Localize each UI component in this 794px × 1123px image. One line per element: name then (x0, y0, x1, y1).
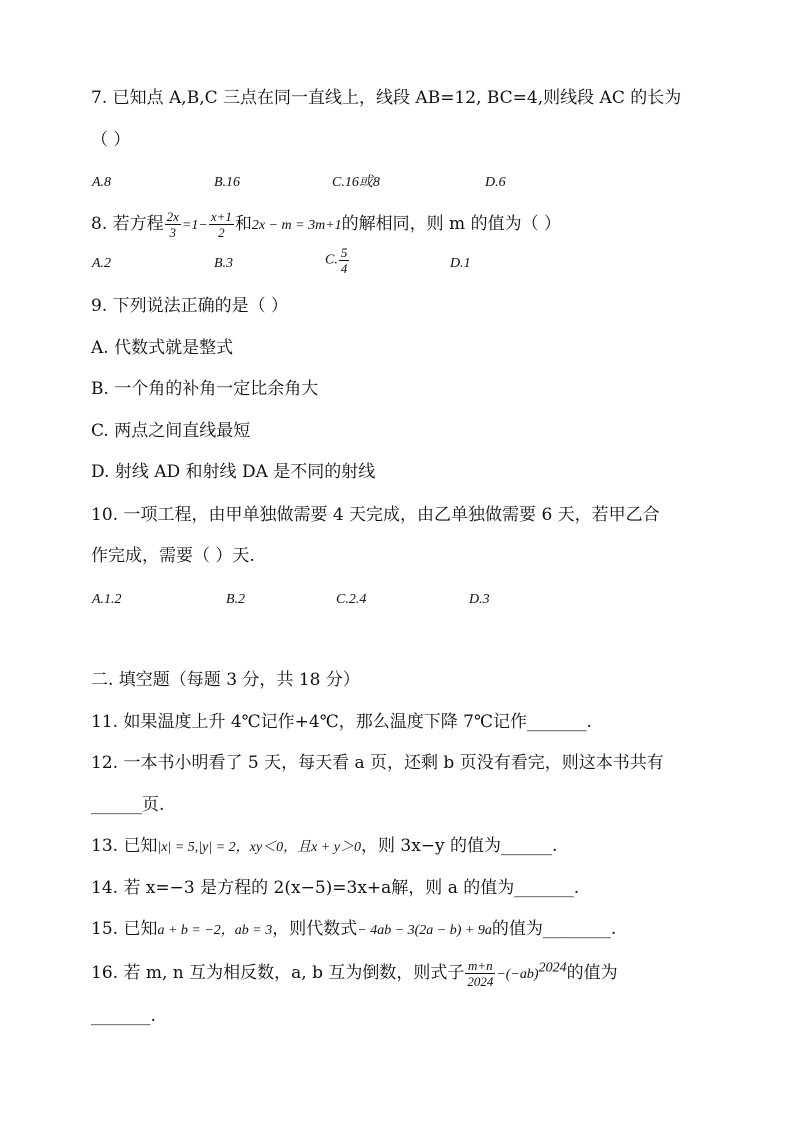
q16-mid: −(−ab) (496, 967, 539, 982)
q10-option-a: A.1.2 (92, 592, 122, 607)
q8-option-c: C. $\frac{5}{4}$ (325, 245, 348, 276)
q15-math-1: a + b = −2，ab = 3 (157, 923, 273, 938)
q7-option-a: A.8 (92, 175, 112, 190)
q8-suffix: 的解相同，则 m 的值为（ ） (341, 214, 561, 234)
q8-prefix: 8. 若方程 (91, 214, 164, 234)
q12-stem-line1: 12. 一本书小明看了 5 天，每天看 a 页，还剩 b 页没有看完，则这本书共有 (91, 753, 664, 773)
q7-option-b: B.16 (214, 175, 241, 190)
q13-math: |x| = 5,|y| = 2，xy＜0，且x + y＞0 (157, 840, 361, 855)
q9-option-a: A. 代数式就是整式 (91, 338, 234, 358)
q7-stem: 7. 已知点 A,B,C 三点在同一直线上，线段 AB=12, BC=4,则线段 AC 的长为 (91, 88, 682, 108)
q7-option-d: D.6 (485, 175, 506, 190)
q8-fraction-2: $\frac{x+1}{2}$ (210, 209, 232, 240)
q7-paren: （ ） (91, 130, 131, 150)
q16-suffix: 的值为 (566, 963, 618, 983)
q15-stem (91, 919, 616, 941)
q16-fraction: $\frac{m+n}{2024}$ (467, 958, 494, 989)
q9-option-b: B. 一个角的补角一定比余角大 (91, 379, 319, 399)
q16-stem-line1 (91, 958, 618, 989)
q10-option-d: D.3 (469, 592, 490, 607)
q7-option-c: C.16或8 (332, 175, 380, 190)
q13-stem (91, 836, 557, 858)
q16-exponent: 2024 (538, 960, 567, 976)
q10-stem-line2: 作完成，需要（ ）天. (91, 546, 255, 566)
q13-prefix: 13. 已知 (91, 836, 158, 856)
q9-stem: 9. 下列说法正确的是（ ） (91, 296, 289, 316)
q13-suffix: ，则 3x−y 的值为______. (360, 836, 558, 856)
q8-option-c-fraction: $\frac{5}{4}$ (340, 245, 348, 276)
section-2-title: 二. 填空题（每题 3 分，共 18 分） (91, 670, 360, 690)
q10-option-c: C.2.4 (336, 592, 367, 607)
q9-option-c: C. 两点之间直线最短 (91, 421, 251, 441)
q8-option-a: A.2 (92, 256, 112, 271)
q10-option-b: B.2 (226, 592, 246, 607)
q10-stem-line1: 10. 一项工程，由甲单独做需要 4 天完成，由乙单独做需要 6 天，若甲乙合 (91, 505, 660, 525)
q12-stem-line2: ______页. (91, 795, 165, 815)
q8-and: 和 (234, 214, 252, 234)
q15-math-2: − 4ab − 3(2a − b) + 9a (357, 923, 492, 938)
q15-mid: ，则代数式 (272, 919, 358, 939)
q9-option-d: D. 射线 AD 和射线 DA 是不同的射线 (91, 462, 376, 482)
q8-option-b: B.3 (214, 256, 234, 271)
q14-stem: 14. 若 x=−3 是方程的 2(x−5)=3x+a解，则 a 的值为_______. (91, 878, 580, 898)
q8-option-d: D.1 (450, 256, 471, 271)
q11-stem: 11. 如果温度上升 4℃记作+4℃，那么温度下降 7℃记作_______. (91, 712, 592, 732)
q15-suffix: 的值为________. (491, 919, 617, 939)
q8-stem (91, 209, 561, 240)
q8-fraction-1: $\frac{2x}{3}$ (166, 209, 179, 240)
q8-equation-2: 2x − m = 3m+1 (251, 218, 342, 233)
q15-prefix: 15. 已知 (91, 919, 158, 939)
q8-mid: =1− (181, 218, 208, 233)
q16-stem-line2: _______. (91, 1006, 156, 1026)
q16-prefix: 16. 若 m, n 互为相反数，a, b 互为倒数，则式子 (91, 963, 465, 983)
